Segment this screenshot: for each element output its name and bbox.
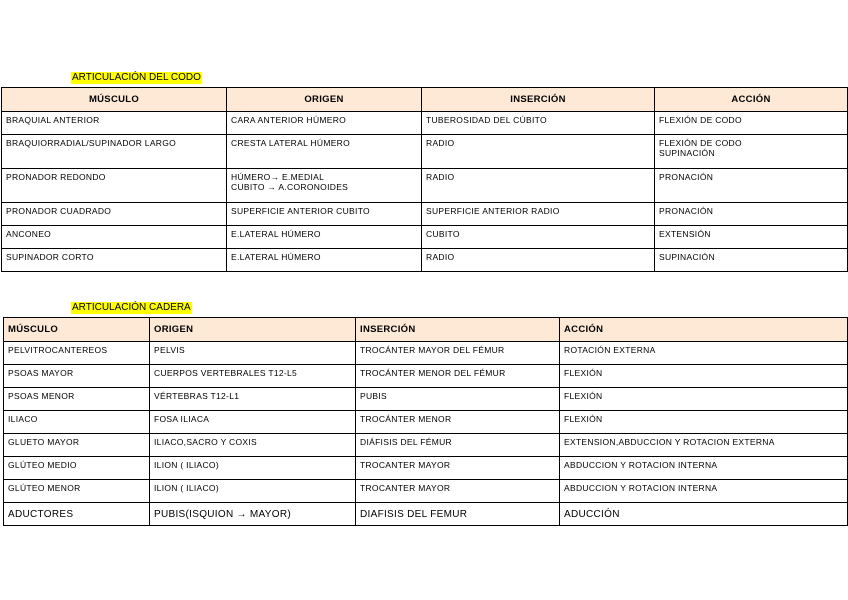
table-row [4, 457, 848, 480]
cell-action: ROTACIÓN EXTERNA [560, 342, 848, 365]
cell-muscle: PSOAS MENOR [4, 388, 150, 411]
cell-insertion: RADIO [422, 135, 655, 169]
cell-insertion: TUBEROSIDAD DEL CÚBITO [422, 112, 655, 135]
cell-action: ABDUCCION Y ROTACION INTERNA [560, 457, 848, 480]
table-row [4, 365, 848, 388]
cell-muscle: GLÚTEO MEDIO [4, 457, 150, 480]
cell-muscle: GLUETO MAYOR [4, 434, 150, 457]
cell-insertion: PUBIS [356, 388, 560, 411]
hip-muscle-table [3, 317, 848, 526]
cell-origin: HÚMERO→ E.MEDIAL CUBITO → A.CORONOIDES [227, 169, 422, 203]
table-header-row [2, 88, 848, 112]
cell-muscle: ADUCTORES [4, 503, 150, 526]
cell-muscle: BRAQUIAL ANTERIOR [2, 112, 227, 135]
cell-muscle: GLÚTEO MENOR [4, 480, 150, 503]
cell-action: FLEXIÓN [560, 365, 848, 388]
table-row [2, 135, 848, 169]
cell-insertion: RADIO [422, 169, 655, 203]
table-row [4, 388, 848, 411]
header-insertion: INSERCIÓN [422, 88, 655, 112]
cell-muscle: SUPINADOR CORTO [2, 249, 227, 272]
cell-action: FLEXIÓN [560, 388, 848, 411]
cell-action: PRONACIÓN [655, 169, 848, 203]
cell-muscle: PRONADOR REDONDO [2, 169, 227, 203]
table-row [2, 249, 848, 272]
cell-muscle: PSOAS MAYOR [4, 365, 150, 388]
cell-insertion: DIÁFISIS DEL FÉMUR [356, 434, 560, 457]
cell-origin: E.LATERAL HÚMERO [227, 226, 422, 249]
cell-insertion: TROCÁNTER MENOR DEL FÉMUR [356, 365, 560, 388]
cell-action: PRONACIÓN [655, 203, 848, 226]
table-header-row [4, 318, 848, 342]
header-action: ACCIÓN [655, 88, 848, 112]
table-row [2, 226, 848, 249]
table-row [4, 342, 848, 365]
cell-origin: SUPERFICIE ANTERIOR CUBITO [227, 203, 422, 226]
table-row [4, 411, 848, 434]
hip-section-title: ARTICULACIÓN CADERA [72, 302, 191, 313]
cell-muscle: PELVITROCANTEREOS [4, 342, 150, 365]
cell-origin: E.LATERAL HÚMERO [227, 249, 422, 272]
cell-muscle: PRONADOR CUADRADO [2, 203, 227, 226]
cell-origin: FOSA ILIACA [150, 411, 356, 434]
cell-insertion: RADIO [422, 249, 655, 272]
cell-origin: PELVIS [150, 342, 356, 365]
header-origin: ORIGEN [150, 318, 356, 342]
table-row [4, 503, 848, 526]
cell-muscle: ANCONEO [2, 226, 227, 249]
table-row [4, 434, 848, 457]
cell-origin: CRESTA LATERAL HÚMERO [227, 135, 422, 169]
cell-insertion: TROCANTER MAYOR [356, 457, 560, 480]
cell-origin: PUBIS(ISQUION → MAYOR) [150, 503, 356, 526]
cell-action: FLEXIÓN [560, 411, 848, 434]
table-row [2, 169, 848, 203]
cell-origin: VÉRTEBRAS T12-L1 [150, 388, 356, 411]
cell-action: SUPINACIÓN [655, 249, 848, 272]
header-origin: ORIGEN [227, 88, 422, 112]
cell-action: FLEXIÓN DE CODO [655, 112, 848, 135]
elbow-muscle-table [1, 87, 848, 272]
table-row [4, 480, 848, 503]
cell-insertion: CUBITO [422, 226, 655, 249]
cell-muscle: ILIACO [4, 411, 150, 434]
table-row [2, 203, 848, 226]
cell-insertion: TROCÁNTER MENOR [356, 411, 560, 434]
cell-action: ADUCCIÓN [560, 503, 848, 526]
cell-insertion: DIAFISIS DEL FEMUR [356, 503, 560, 526]
cell-origin: ILION ( ILIACO) [150, 480, 356, 503]
cell-action: ABDUCCION Y ROTACION INTERNA [560, 480, 848, 503]
cell-insertion: SUPERFICIE ANTERIOR RADIO [422, 203, 655, 226]
cell-action: FLEXIÓN DE CODO SUPINACIÓN [655, 135, 848, 169]
cell-action: EXTENSIÓN [655, 226, 848, 249]
header-insertion: INSERCIÓN [356, 318, 560, 342]
cell-action: EXTENSION,ABDUCCION Y ROTACION EXTERNA [560, 434, 848, 457]
elbow-section-title: ARTICULACIÓN DEL CODO [72, 72, 201, 83]
cell-insertion: TROCÁNTER MAYOR DEL FÉMUR [356, 342, 560, 365]
cell-origin: CARA ANTERIOR HÚMERO [227, 112, 422, 135]
cell-insertion: TROCANTER MAYOR [356, 480, 560, 503]
cell-origin: CUERPOS VERTEBRALES T12-L5 [150, 365, 356, 388]
table-row [2, 112, 848, 135]
cell-muscle: BRAQUIORRADIAL/SUPINADOR LARGO [2, 135, 227, 169]
header-muscle: MÚSCULO [2, 88, 227, 112]
cell-origin: ILIACO,SACRO Y COXIS [150, 434, 356, 457]
header-action: ACCIÓN [560, 318, 848, 342]
cell-origin: ILION ( ILIACO) [150, 457, 356, 480]
header-muscle: MÚSCULO [4, 318, 150, 342]
